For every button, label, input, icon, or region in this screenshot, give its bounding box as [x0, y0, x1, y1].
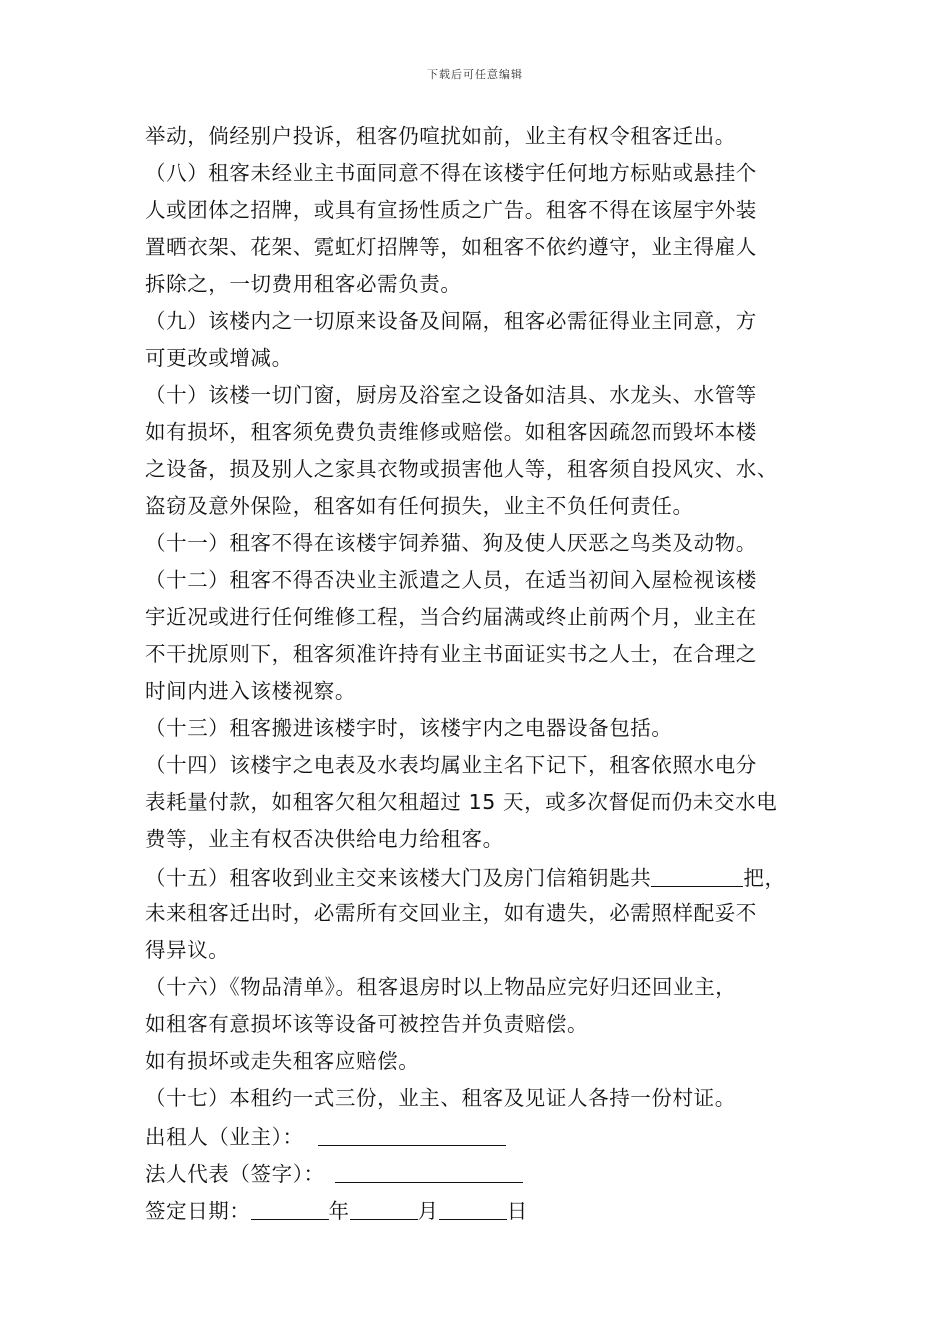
text-line: （九）该楼内之一切原来设备及间隔，租客必需征得业主同意，方 — [145, 309, 757, 333]
signing-date-line — [145, 1191, 815, 1228]
lessor-label: 出租人（业主）： — [145, 1125, 304, 1149]
text-line: 时间内进入该楼视察。 — [145, 679, 356, 703]
representative-signature-blank[interactable] — [335, 1156, 523, 1183]
page-header-note: 下载后可任意编辑 — [427, 68, 523, 81]
text-line: 得异议。 — [145, 938, 230, 962]
text-line: 盗窃及意外保险，租客如有任何损失，业主不负任何责任。 — [145, 494, 694, 518]
text-line: （十）该楼一切门窗，厨房及浴室之设备如洁具、水龙头、水管等 — [145, 383, 757, 407]
day-label: 日 — [506, 1199, 528, 1223]
text-line: （十四）该楼宇之电表及水表均属业主名下记下，租客依照水电分 — [145, 753, 757, 777]
lessor-signature-line — [145, 1117, 815, 1154]
year-label: 年 — [328, 1199, 350, 1223]
text-line: 可更改或增减。 — [145, 346, 293, 370]
representative-signature-line — [145, 1154, 815, 1191]
text-line: 费等，业主有权否决供给电力给租客。 — [145, 827, 504, 851]
lessor-signature-blank[interactable] — [318, 1119, 506, 1146]
contract-body — [145, 118, 815, 1228]
clause-15-suffix: 把， — [743, 866, 786, 890]
representative-label: 法人代表（签字）： — [145, 1162, 325, 1186]
text-line: 宇近况或进行任何维修工程，当合约届满或终止前两个月，业主在 — [145, 605, 757, 629]
month-blank[interactable] — [350, 1193, 418, 1220]
year-blank[interactable] — [251, 1193, 329, 1220]
key-count-blank[interactable] — [651, 860, 743, 887]
text-line: 如租客有意损坏该等设备可被控告并负责赔偿。 — [145, 1012, 589, 1036]
text-line: （十六）《物品清单》。租客退房时以上物品应完好归还回业主， — [145, 975, 737, 999]
text-line: 表耗量付款，如租客欠租欠租超过 15 天，或多次督促而仍未交水电 — [145, 790, 778, 814]
text-line: 之设备，损及别人之家具衣物或损害他人等，租客须自投风灾、水、 — [145, 457, 778, 481]
text-line: 不干扰原则下，租客须准许持有业主书面证实书之人士，在合理之 — [145, 642, 757, 666]
text-line: 如有损坏或走失租客应赔偿。 — [145, 1049, 420, 1073]
text-line: （十七）本租约一式三份，业主、租客及见证人各持一份村证。 — [145, 1086, 736, 1110]
text-line: （十一）租客不得在该楼宇饲养猫、狗及使人厌恶之鸟类及动物。 — [145, 531, 757, 555]
text-line: 人或团体之招牌，或具有宣扬性质之广告。租客不得在该屋宇外装 — [145, 198, 757, 222]
text-line: 如有损坏，租客须免费负责维修或赔偿。如租客因疏忽而毁坏本楼 — [145, 420, 757, 444]
text-line: 未来租客迁出时，必需所有交回业主，如有遗失，必需照样配妥不 — [145, 901, 757, 925]
month-label: 月 — [417, 1199, 439, 1223]
text-line: 拆除之，一切费用租客必需负责。 — [145, 272, 462, 296]
text-line: 举动，倘经别户投诉，租客仍喧扰如前，业主有权令租客迁出。 — [145, 124, 736, 148]
text-line: 置晒衣架、花架、霓虹灯招牌等，如租客不依约遵守，业主得雇人 — [145, 235, 757, 259]
clause-15-text: （十五）租客收到业主交来该楼大门及房门信箱钥匙共 — [145, 866, 652, 890]
clause-15-line — [145, 858, 815, 895]
day-blank[interactable] — [439, 1193, 507, 1220]
date-label: 签定日期： — [145, 1199, 251, 1223]
text-line: （十二）租客不得否决业主派遣之人员，在适当初间入屋检视该楼 — [145, 568, 757, 592]
text-line: （十三）租客搬进该楼宇时，该楼宇内之电器设备包括。 — [145, 716, 673, 740]
text-line: （八）租客未经业主书面同意不得在该楼宇任何地方标贴或悬挂个 — [145, 161, 757, 185]
